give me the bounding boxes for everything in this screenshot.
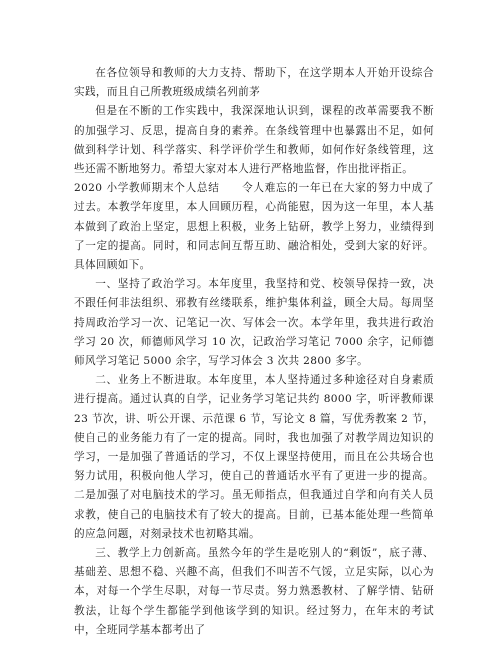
document-page (74, 64, 434, 640)
paragraph-teaching: 三、教学上力创新高。虽然今年的学生是吃别人的“剩饭”，底子薄、基础差、思想不稳、兴趣不高，但我们不叫苦不气馁，立足实际，以心为本，对每一个学生尽职，对每一节尽责。努力熟悉教材、了解学情、钻研教法，让每个学生都能学到他该学到的知识。经过努力，在年末的考试中，全班同学基本都考出了 (74, 547, 434, 636)
paragraph-professional-growth: 二、业务上不断进取。本年度里，本人坚持通过多种途径对自身素质进行提高。通过认真的自学，记业务学习笔记共约 8000 字，听评教师课 23 节次，讲、听公开课、示范课 6 节，写论文 8 篇，写优秀教案 2 节，使自己的业务能力有了一定的提高。同时，我也加强了对教学周边知识的学习，一是加强了普通话的学习，不仅上课坚持使用，而且在公共场合也努力试用，积极向他人学习，使自己的普通话水平有了更进一步的提高。二是加强了对电脑技术的学习。虽无师指点，但我通过自学和向有关人员求教，使自己的电脑技术有了较大的提高。目前，已基本能处理一些简单的应急问题，对刻录技术也初略其端。 (74, 374, 434, 540)
paragraph-reflection: 但是在不断的工作实践中，我深深地认识到，课程的改革需要我不断的加强学习、反思，提高自身的素养。在条线管理中也暴露出不足，如何做到科学计划、科学落实、科学评价学生和教师，如何作好条线管理，这些还需不断地努力。希望大家对本人进行严格地监督，作出批评指正。 (74, 105, 434, 176)
paragraph-summary-title: 2020 小学教师期末个人总结 令人难忘的一年已在大家的努力中成了过去。本教学年度里，本人回顾历程，心尚能慰，因为这一年里，本人基本做到了政治上坚定，思想上积极，业务上钻研，教学上努力，业绩得到了一定的提高。同时，和同志间互帮互助、融洽相处，受到大家的好评。具体回顾如下。 (74, 182, 434, 272)
paragraph-political-study: 一、坚持了政治学习。本年度里，我坚持和党、校领导保持一致，决不跟任何非法组织、邪教有丝缕联系，维护集体利益，顾全大局。每周坚持周政治学习一次、记笔记一次、写体会一次。本学年里，我共进行政治学习 20 次，师德师风学习 10 次，记政治学习笔记 7000 余字，记师德师风学习笔记 5000 余字，写学习体会 3 次共 2800 多字。 (74, 278, 434, 368)
paragraph-intro: 在各位领导和教师的大力支持、帮助下，在这学期本人开始开设综合实践，而且自己所教班级成绩名列前茅 (74, 67, 434, 99)
